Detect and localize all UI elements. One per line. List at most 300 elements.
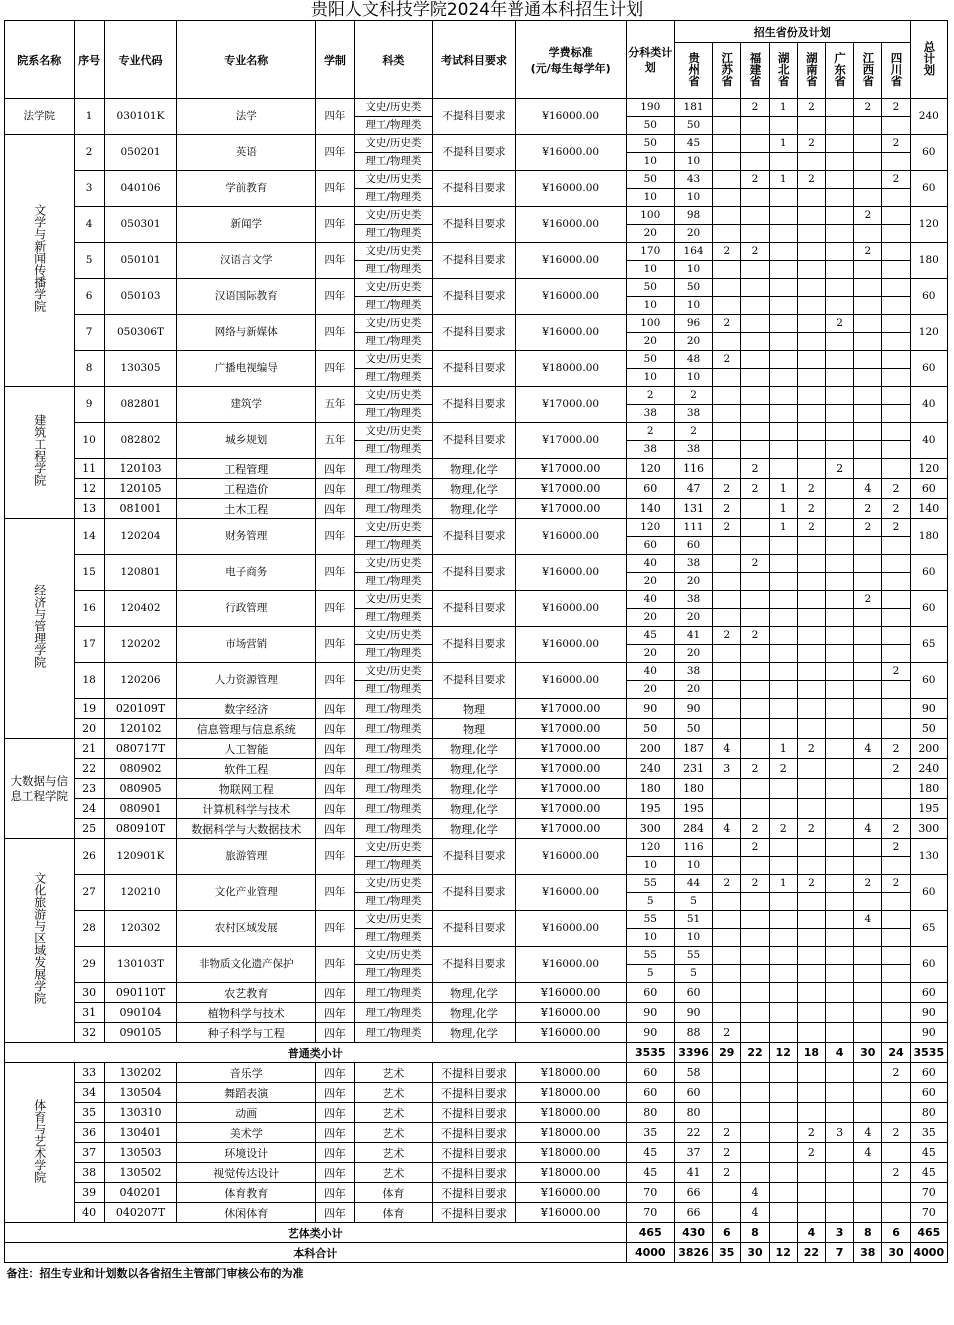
province-plan — [882, 799, 910, 819]
major-subjects: 不提科目要求 — [433, 1123, 516, 1143]
province-plan — [826, 369, 854, 387]
province-plan — [854, 423, 882, 441]
province-plan — [713, 779, 741, 799]
major-category: 文史/历史类 — [354, 519, 433, 537]
province-plan — [769, 387, 797, 405]
department-name — [5, 1063, 75, 1223]
major-years: 四年 — [316, 243, 354, 279]
major-total: 65 — [910, 627, 947, 663]
major-total: 300 — [910, 819, 947, 839]
major-code: 120210 — [104, 875, 177, 911]
major-code: 090105 — [104, 1023, 177, 1043]
province-plan — [826, 519, 854, 537]
major-total: 180 — [910, 779, 947, 799]
province-plan — [797, 153, 825, 171]
table-row — [5, 591, 948, 609]
major-category: 文史/历史类 — [354, 315, 433, 333]
province-plan — [826, 573, 854, 591]
major-years: 四年 — [316, 839, 354, 875]
province-plan: 2 — [713, 1143, 741, 1163]
province-plan: 2 — [797, 819, 825, 839]
province-plan — [741, 719, 769, 739]
province-header — [674, 43, 712, 99]
art-subtotal-row-province: 8 — [854, 1223, 882, 1243]
province-plan — [826, 333, 854, 351]
table-row — [5, 1083, 948, 1103]
province-plan — [713, 645, 741, 663]
major-name: 计算机科学与技术 — [177, 799, 316, 819]
major-code: 120105 — [104, 479, 177, 499]
province-plan — [826, 1083, 854, 1103]
major-fee: ¥18000.00 — [515, 1143, 626, 1163]
major-years: 四年 — [316, 983, 354, 1003]
province-plan — [741, 117, 769, 135]
major-seq: 17 — [74, 627, 104, 663]
province-plan — [797, 1023, 825, 1043]
major-code: 130401 — [104, 1123, 177, 1143]
table-row — [5, 99, 948, 117]
province-header-label: 江苏省 — [720, 51, 735, 87]
province-header — [741, 43, 769, 99]
major-years: 四年 — [316, 1103, 354, 1123]
grand-total-row-province: 30 — [882, 1243, 910, 1263]
major-years: 四年 — [316, 315, 354, 351]
major-years: 四年 — [316, 1003, 354, 1023]
province-plan — [741, 153, 769, 171]
province-plan — [741, 911, 769, 929]
department-name-label: 建筑工程学院 — [32, 413, 47, 486]
major-subjects: 物理,化学 — [433, 739, 516, 759]
province-plan — [769, 1163, 797, 1183]
province-plan: 38 — [674, 591, 712, 609]
major-subjects: 不提科目要求 — [433, 351, 516, 387]
major-subjects: 物理,化学 — [433, 759, 516, 779]
major-name: 英语 — [177, 135, 316, 171]
enrollment-plan-table — [4, 20, 948, 1283]
province-plan — [797, 609, 825, 627]
province-plan — [854, 1103, 882, 1123]
province-plan — [797, 1163, 825, 1183]
province-plan — [713, 99, 741, 117]
major-years: 四年 — [316, 911, 354, 947]
province-plan — [882, 947, 910, 965]
province-plan — [797, 279, 825, 297]
province-plan: 55 — [674, 947, 712, 965]
province-plan — [741, 369, 769, 387]
province-plan: 2 — [741, 759, 769, 779]
province-plan — [769, 117, 797, 135]
table-row — [5, 171, 948, 189]
province-plan — [854, 681, 882, 699]
code-header: 专业代码 — [104, 21, 177, 99]
province-header — [826, 43, 854, 99]
province-plan: 2 — [741, 627, 769, 645]
province-plan — [797, 627, 825, 645]
major-category: 理工/物理类 — [354, 1003, 433, 1023]
province-plan — [713, 911, 741, 929]
province-plan — [797, 759, 825, 779]
table-body — [5, 99, 948, 1283]
major-years: 四年 — [316, 1083, 354, 1103]
province-plan — [854, 929, 882, 947]
province-plan — [826, 911, 854, 929]
province-plan — [769, 1063, 797, 1083]
province-plan: 1 — [769, 519, 797, 537]
major-total: 80 — [910, 1103, 947, 1123]
major-total: 45 — [910, 1143, 947, 1163]
major-fee: ¥16000.00 — [515, 1003, 626, 1023]
major-years: 四年 — [316, 1123, 354, 1143]
major-years: 四年 — [316, 351, 354, 387]
province-plan — [769, 153, 797, 171]
province-plan: 4 — [854, 819, 882, 839]
grand-total-row — [5, 1243, 948, 1263]
province-plan: 1 — [769, 739, 797, 759]
art-subtotal-row — [5, 1223, 948, 1243]
province-plan — [769, 627, 797, 645]
major-subjects: 物理,化学 — [433, 479, 516, 499]
major-seq: 23 — [74, 779, 104, 799]
major-seq: 18 — [74, 663, 104, 699]
province-plan: 2 — [882, 819, 910, 839]
province-plan — [713, 369, 741, 387]
province-plan — [713, 591, 741, 609]
category-plan: 60 — [626, 1063, 674, 1083]
province-plan — [769, 1003, 797, 1023]
major-seq: 19 — [74, 699, 104, 719]
table-row — [5, 627, 948, 645]
major-fee: ¥16000.00 — [515, 627, 626, 663]
major-years: 四年 — [316, 279, 354, 315]
category-plan: 20 — [626, 225, 674, 243]
province-plan — [826, 983, 854, 1003]
major-category: 文史/历史类 — [354, 279, 433, 297]
provinces-title: 招生省份及计划 — [674, 21, 910, 43]
dept-header: 院系名称 — [5, 21, 75, 99]
grand-total-row-province: 30 — [741, 1243, 769, 1263]
category-plan: 50 — [626, 719, 674, 739]
province-plan — [741, 405, 769, 423]
major-category: 理工/物理类 — [354, 983, 433, 1003]
fee-header-unit: (元/每生每学年) — [530, 61, 611, 75]
province-plan — [882, 911, 910, 929]
province-plan — [713, 799, 741, 819]
province-plan: 4 — [854, 1123, 882, 1143]
major-fee: ¥18000.00 — [515, 1123, 626, 1143]
fee-header — [515, 21, 626, 99]
grand-total-row-total: 4000 — [910, 1243, 947, 1263]
province-plan: 116 — [674, 459, 712, 479]
major-total: 90 — [910, 1023, 947, 1043]
province-plan — [826, 189, 854, 207]
major-years: 四年 — [316, 759, 354, 779]
major-fee: ¥16000.00 — [515, 243, 626, 279]
general-subtotal-row-province: 22 — [741, 1043, 769, 1063]
category-plan: 20 — [626, 609, 674, 627]
grand-total-row-plan: 4000 — [626, 1243, 674, 1263]
province-plan — [826, 99, 854, 117]
province-plan: 66 — [674, 1183, 712, 1203]
province-plan — [741, 279, 769, 297]
province-plan — [826, 759, 854, 779]
province-header — [882, 43, 910, 99]
major-fee: ¥16000.00 — [515, 315, 626, 351]
category-plan: 10 — [626, 261, 674, 279]
category-plan: 38 — [626, 441, 674, 459]
province-plan: 111 — [674, 519, 712, 537]
province-plan — [826, 699, 854, 719]
category-plan: 20 — [626, 645, 674, 663]
province-plan: 4 — [741, 1203, 769, 1223]
major-code: 050306T — [104, 315, 177, 351]
province-plan — [713, 1003, 741, 1023]
major-years: 四年 — [316, 1143, 354, 1163]
major-category: 理工/物理类 — [354, 117, 433, 135]
category-plan: 40 — [626, 591, 674, 609]
major-total: 45 — [910, 1163, 947, 1183]
major-category: 理工/物理类 — [354, 261, 433, 279]
category-plan: 190 — [626, 99, 674, 117]
province-plan: 41 — [674, 1163, 712, 1183]
category-plan: 90 — [626, 699, 674, 719]
major-total: 50 — [910, 719, 947, 739]
major-name: 体育教育 — [177, 1183, 316, 1203]
major-code: 130504 — [104, 1083, 177, 1103]
province-plan — [826, 499, 854, 519]
art-subtotal-row-plan: 465 — [626, 1223, 674, 1243]
province-plan: 3 — [713, 759, 741, 779]
province-plan: 2 — [854, 519, 882, 537]
major-seq: 24 — [74, 799, 104, 819]
major-category: 艺术 — [354, 1163, 433, 1183]
province-plan — [713, 699, 741, 719]
province-plan — [826, 1203, 854, 1223]
general-subtotal-row-province: 24 — [882, 1043, 910, 1063]
province-plan — [826, 779, 854, 799]
major-total: 60 — [910, 135, 947, 171]
province-plan: 10 — [674, 369, 712, 387]
major-subjects: 物理,化学 — [433, 1023, 516, 1043]
major-name: 植物科学与技术 — [177, 1003, 316, 1023]
province-plan — [797, 591, 825, 609]
major-subjects: 不提科目要求 — [433, 839, 516, 875]
province-plan — [713, 537, 741, 555]
major-category: 艺术 — [354, 1143, 433, 1163]
major-fee: ¥17000.00 — [515, 779, 626, 799]
major-name: 旅游管理 — [177, 839, 316, 875]
table-row — [5, 207, 948, 225]
table-row — [5, 555, 948, 573]
province-plan — [769, 839, 797, 857]
province-plan — [854, 555, 882, 573]
table-row — [5, 1103, 948, 1123]
province-plan — [826, 1023, 854, 1043]
major-seq: 27 — [74, 875, 104, 911]
province-plan — [882, 279, 910, 297]
major-seq: 33 — [74, 1063, 104, 1083]
major-name: 视觉传达设计 — [177, 1163, 316, 1183]
major-fee: ¥17000.00 — [515, 799, 626, 819]
province-plan: 2 — [797, 519, 825, 537]
category-plan: 90 — [626, 1023, 674, 1043]
province-plan: 47 — [674, 479, 712, 499]
province-plan: 2 — [854, 99, 882, 117]
category-plan: 45 — [626, 627, 674, 645]
province-plan: 5 — [674, 893, 712, 911]
table-row — [5, 1163, 948, 1183]
major-fee: ¥16000.00 — [515, 519, 626, 555]
province-plan — [797, 189, 825, 207]
province-plan — [741, 699, 769, 719]
province-plan — [797, 893, 825, 911]
province-plan — [882, 405, 910, 423]
major-category: 理工/物理类 — [354, 225, 433, 243]
category-plan: 120 — [626, 519, 674, 537]
major-name: 人力资源管理 — [177, 663, 316, 699]
major-code: 120206 — [104, 663, 177, 699]
province-header-label: 江西省 — [861, 51, 876, 87]
province-plan — [797, 1183, 825, 1203]
province-plan — [797, 1063, 825, 1083]
province-plan — [769, 965, 797, 983]
province-plan: 2 — [713, 479, 741, 499]
province-plan — [826, 171, 854, 189]
major-total: 200 — [910, 739, 947, 759]
province-plan: 20 — [674, 573, 712, 591]
province-plan — [741, 537, 769, 555]
province-plan — [769, 591, 797, 609]
province-plan — [713, 279, 741, 297]
province-plan — [882, 423, 910, 441]
art-subtotal-row-province: 4 — [797, 1223, 825, 1243]
major-name: 物联网工程 — [177, 779, 316, 799]
province-plan — [854, 1163, 882, 1183]
major-code: 030101K — [104, 99, 177, 135]
major-seq: 3 — [74, 171, 104, 207]
province-plan — [882, 1183, 910, 1203]
major-name: 市场营销 — [177, 627, 316, 663]
province-header-label: 四川省 — [889, 51, 904, 87]
province-plan — [741, 135, 769, 153]
province-plan — [713, 225, 741, 243]
major-total: 180 — [910, 243, 947, 279]
province-plan — [854, 1083, 882, 1103]
province-plan: 88 — [674, 1023, 712, 1043]
province-plan: 131 — [674, 499, 712, 519]
province-plan — [797, 857, 825, 875]
province-plan — [826, 261, 854, 279]
category-header: 科类 — [354, 21, 433, 99]
table-row — [5, 351, 948, 369]
category-plan: 10 — [626, 189, 674, 207]
province-header-label: 湖北省 — [776, 51, 791, 87]
province-plan: 2 — [797, 739, 825, 759]
major-total: 130 — [910, 839, 947, 875]
major-subjects: 物理 — [433, 699, 516, 719]
major-name: 舞蹈表演 — [177, 1083, 316, 1103]
major-category: 文史/历史类 — [354, 663, 433, 681]
major-category: 理工/物理类 — [354, 893, 433, 911]
major-category: 理工/物理类 — [354, 297, 433, 315]
province-plan — [769, 1203, 797, 1223]
province-plan — [713, 1063, 741, 1083]
category-plan: 55 — [626, 875, 674, 893]
province-plan — [826, 1103, 854, 1123]
province-plan: 2 — [741, 479, 769, 499]
province-plan: 96 — [674, 315, 712, 333]
province-plan — [882, 1083, 910, 1103]
major-name: 网络与新媒体 — [177, 315, 316, 351]
major-code: 080902 — [104, 759, 177, 779]
province-plan — [854, 1003, 882, 1023]
province-plan — [882, 207, 910, 225]
province-plan — [769, 315, 797, 333]
province-plan — [769, 555, 797, 573]
province-plan — [797, 207, 825, 225]
province-plan — [769, 799, 797, 819]
table-row — [5, 875, 948, 893]
province-plan — [826, 965, 854, 983]
province-plan — [713, 189, 741, 207]
major-name: 汉语国际教育 — [177, 279, 316, 315]
province-plan — [769, 297, 797, 315]
province-plan: 2 — [769, 759, 797, 779]
major-fee: ¥17000.00 — [515, 759, 626, 779]
province-plan — [882, 555, 910, 573]
major-name: 新闻学 — [177, 207, 316, 243]
province-plan — [741, 663, 769, 681]
major-code: 130202 — [104, 1063, 177, 1083]
major-code: 040207T — [104, 1203, 177, 1223]
province-plan: 2 — [854, 591, 882, 609]
province-plan — [769, 423, 797, 441]
major-category: 理工/物理类 — [354, 819, 433, 839]
province-plan: 2 — [854, 875, 882, 893]
province-plan — [854, 779, 882, 799]
major-category: 理工/物理类 — [354, 479, 433, 499]
general-subtotal-row-province: 3396 — [674, 1043, 712, 1063]
province-plan — [769, 189, 797, 207]
art-subtotal-row-province: 8 — [741, 1223, 769, 1243]
province-plan — [826, 351, 854, 369]
province-plan — [713, 297, 741, 315]
province-plan — [826, 1163, 854, 1183]
province-plan: 2 — [741, 459, 769, 479]
major-seq: 2 — [74, 135, 104, 171]
province-plan — [826, 663, 854, 681]
major-subjects: 不提科目要求 — [433, 1083, 516, 1103]
major-total: 240 — [910, 759, 947, 779]
major-total: 70 — [910, 1203, 947, 1223]
major-seq: 35 — [74, 1103, 104, 1123]
province-plan — [882, 117, 910, 135]
major-total: 70 — [910, 1183, 947, 1203]
province-plan — [797, 537, 825, 555]
province-header-label: 福建省 — [748, 51, 763, 87]
table-row — [5, 459, 948, 479]
province-plan: 2 — [854, 243, 882, 261]
major-name: 种子科学与工程 — [177, 1023, 316, 1043]
major-name: 美术学 — [177, 1123, 316, 1143]
province-plan — [741, 1123, 769, 1143]
province-plan: 2 — [882, 739, 910, 759]
province-plan — [797, 1083, 825, 1103]
province-plan — [797, 117, 825, 135]
province-plan — [854, 225, 882, 243]
province-plan — [769, 719, 797, 739]
province-plan — [741, 739, 769, 759]
province-plan: 2 — [741, 171, 769, 189]
